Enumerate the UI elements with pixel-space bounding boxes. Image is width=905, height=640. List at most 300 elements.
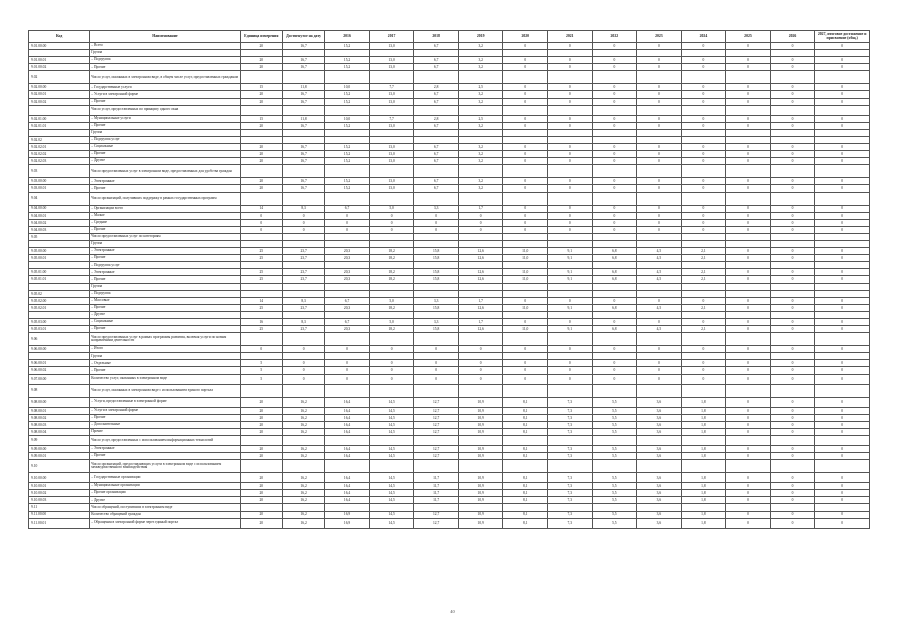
table-cell: 10,9 [458, 407, 503, 414]
table-cell: 5,5 [592, 483, 637, 490]
row-code: 9.04 [29, 192, 90, 205]
table-cell: 0 [815, 212, 870, 219]
table-cell [681, 262, 726, 269]
table-cell: 0 [637, 98, 682, 105]
table-cell: 3,6 [637, 473, 682, 483]
table-row [29, 290, 870, 297]
table-cell: 4,5 [637, 276, 682, 283]
table-cell: 3,6 [637, 414, 682, 421]
row-name: – Электронные [90, 248, 240, 255]
table-cell: 0 [815, 483, 870, 490]
row-name: Группа [90, 353, 240, 360]
table-cell: 16,2 [282, 414, 324, 421]
table-cell: 16,7 [282, 64, 324, 71]
row-code: 9.01.00.01 [29, 57, 90, 64]
table-cell [637, 504, 682, 511]
table-cell [726, 353, 771, 360]
table-cell: 0 [726, 122, 771, 129]
table-cell [770, 311, 815, 318]
table-cell [681, 129, 726, 136]
table-cell [548, 311, 593, 318]
table-cell: 15,2 [325, 98, 370, 105]
table-cell [726, 105, 771, 115]
table-cell: 6,7 [414, 57, 459, 64]
table-cell [548, 240, 593, 247]
table-cell: 0 [770, 414, 815, 421]
table-cell: 0 [815, 374, 870, 384]
table-cell: 0 [726, 84, 771, 91]
table-cell [503, 136, 548, 143]
row-code: 9.10.00.03 [29, 497, 90, 504]
table-cell: 0 [815, 360, 870, 367]
table-cell [282, 136, 324, 143]
table-cell [240, 333, 282, 346]
row-name: – Подгруппа [90, 57, 240, 64]
table-cell: 15,2 [325, 158, 370, 165]
table-cell [369, 333, 414, 346]
row-name: Число услуг, предоставленных по принципу одного окна [90, 105, 240, 115]
table-cell: 0 [815, 445, 870, 452]
table-cell: 0 [770, 483, 815, 490]
table-cell: 0 [240, 219, 282, 226]
table-cell: 14,5 [369, 483, 414, 490]
table-cell [503, 105, 548, 115]
table-cell: 8,1 [503, 490, 548, 497]
row-name: – Муниципальные организации [90, 483, 240, 490]
row-code: 9.08.00.03 [29, 421, 90, 428]
table-cell [548, 353, 593, 360]
table-cell: 0 [726, 374, 771, 384]
table-cell [637, 333, 682, 346]
table-cell: 0 [815, 346, 870, 353]
table-row [29, 43, 870, 50]
table-cell: 16,4 [325, 453, 370, 460]
table-cell: 0 [503, 212, 548, 219]
table-cell: 0 [592, 43, 637, 50]
table-cell: 15,2 [325, 91, 370, 98]
row-code: 9.04.00.02 [29, 219, 90, 226]
row-code: 9.06.00.00 [29, 346, 90, 353]
table-cell: 0 [681, 226, 726, 233]
table-cell: 0 [458, 367, 503, 374]
table-cell: 0 [726, 414, 771, 421]
table-cell [548, 136, 593, 143]
row-name: – Другие [90, 311, 240, 318]
row-name: – Прочие [90, 367, 240, 374]
table-cell: 0 [815, 428, 870, 435]
table-cell: 0 [815, 276, 870, 283]
table-row [29, 192, 870, 205]
row-code: 9.10.00.02 [29, 490, 90, 497]
table-cell: 0 [770, 98, 815, 105]
table-cell [325, 50, 370, 57]
table-cell [770, 233, 815, 240]
table-cell [592, 240, 637, 247]
table-cell: 5,5 [592, 397, 637, 407]
table-cell: 0 [369, 212, 414, 219]
table-cell [325, 435, 370, 445]
table-cell: 0 [681, 212, 726, 219]
table-cell: 0 [325, 360, 370, 367]
table-cell: 20 [240, 151, 282, 158]
table-cell: 8,3 [282, 297, 324, 304]
table-cell: 6,7 [414, 122, 459, 129]
table-cell [369, 504, 414, 511]
table-cell: 7,3 [548, 428, 593, 435]
table-cell: 14 [240, 297, 282, 304]
table-cell: 0 [770, 248, 815, 255]
table-cell: 12,7 [414, 421, 459, 428]
row-code: 9.02 [29, 71, 90, 84]
table-cell: 0 [726, 297, 771, 304]
table-cell: 12,7 [414, 453, 459, 460]
table-cell: 20 [240, 414, 282, 421]
table-cell: 0 [592, 219, 637, 226]
table-cell [414, 129, 459, 136]
row-name: Число услуг, оказанных в электронном виде, в общем числе услуг, предоставленных гражданам [90, 71, 240, 84]
table-cell: 0 [726, 360, 771, 367]
table-cell: 0 [815, 367, 870, 374]
table-row [29, 497, 870, 504]
table-cell: 0 [815, 269, 870, 276]
table-cell [369, 353, 414, 360]
row-code: 9.05.00.01 [29, 255, 90, 262]
table-cell [770, 129, 815, 136]
table-cell: 11,7 [414, 483, 459, 490]
table-cell [681, 290, 726, 297]
table-cell [815, 435, 870, 445]
table-cell: 3,6 [637, 490, 682, 497]
table-cell: 0 [592, 84, 637, 91]
table-cell: 23,7 [282, 248, 324, 255]
table-cell: 14,5 [369, 421, 414, 428]
table-cell [369, 435, 414, 445]
table-cell: 0 [770, 346, 815, 353]
table-cell [815, 233, 870, 240]
table-cell: 10,9 [458, 497, 503, 504]
table-cell [503, 384, 548, 397]
row-name: – Средние [90, 219, 240, 226]
table-cell [548, 233, 593, 240]
row-name: Число организаций, получивших поддержку в рамках государственных программ [90, 192, 240, 205]
table-cell [369, 136, 414, 143]
table-cell [414, 192, 459, 205]
table-cell: 0 [681, 98, 726, 105]
table-cell: 12,7 [414, 445, 459, 452]
table-cell: 16,4 [325, 421, 370, 428]
table-row [29, 326, 870, 333]
table-cell: 3,2 [458, 158, 503, 165]
row-name: – Государственные организации [90, 473, 240, 483]
table-row [29, 129, 870, 136]
table-cell: 0 [458, 212, 503, 219]
table-cell [681, 71, 726, 84]
table-header-row [29, 31, 870, 43]
table-cell: 0 [637, 122, 682, 129]
table-cell: 0 [503, 185, 548, 192]
table-cell: 0 [815, 397, 870, 407]
table-cell [637, 435, 682, 445]
table-cell: 2,1 [681, 304, 726, 311]
table-cell: 0 [815, 511, 870, 518]
row-code: 9.03.00.00 [29, 178, 90, 185]
table-cell: 4,5 [637, 304, 682, 311]
table-cell: 14,5 [369, 428, 414, 435]
table-cell: 10,0 [325, 84, 370, 91]
table-cell: 0 [637, 185, 682, 192]
table-row [29, 435, 870, 445]
table-cell [503, 129, 548, 136]
table-cell [325, 311, 370, 318]
row-name: – Услуги в электронной форме [90, 91, 240, 98]
row-code [29, 105, 90, 115]
table-cell: 5,5 [592, 518, 637, 528]
table-cell: 0 [240, 226, 282, 233]
table-cell [240, 384, 282, 397]
table-row [29, 283, 870, 290]
table-cell: 16,4 [325, 490, 370, 497]
table-cell: 7,3 [548, 511, 593, 518]
table-cell: 8,3 [282, 319, 324, 326]
table-cell [592, 105, 637, 115]
table-cell: 3,6 [637, 445, 682, 452]
table-cell: 0 [282, 367, 324, 374]
table-cell: 5,5 [592, 490, 637, 497]
table-cell [414, 136, 459, 143]
table-cell: 0 [770, 144, 815, 151]
table-cell: 0 [548, 144, 593, 151]
table-cell [458, 435, 503, 445]
table-cell [414, 71, 459, 84]
table-cell: 0 [681, 57, 726, 64]
table-cell: 0 [770, 445, 815, 452]
table-cell: 25 [240, 269, 282, 276]
table-cell: 15,8 [414, 304, 459, 311]
table-cell: 9,1 [548, 326, 593, 333]
column-header: 2027, итоговое достижение и присвоение (общ.) [815, 31, 870, 43]
table-cell: 2,8 [414, 84, 459, 91]
table-cell [726, 435, 771, 445]
table-cell: 13,0 [369, 43, 414, 50]
table-cell: 0 [503, 319, 548, 326]
table-cell [369, 165, 414, 178]
table-cell [458, 136, 503, 143]
table-row [29, 226, 870, 233]
table-cell [681, 233, 726, 240]
table-cell [637, 233, 682, 240]
table-cell: 0 [548, 367, 593, 374]
table-cell [548, 262, 593, 269]
table-cell [815, 283, 870, 290]
row-name: – Отдельные [90, 360, 240, 367]
table-cell [325, 353, 370, 360]
table-cell [458, 290, 503, 297]
row-code: 9.09.00.00 [29, 445, 90, 452]
table-cell [770, 290, 815, 297]
table-cell [325, 262, 370, 269]
table-cell: 25 [240, 276, 282, 283]
table-cell: 0 [770, 473, 815, 483]
table-cell: 16,7 [282, 144, 324, 151]
table-cell [726, 240, 771, 247]
table-cell: 1,8 [681, 490, 726, 497]
table-row [29, 445, 870, 452]
table-cell [240, 129, 282, 136]
table-cell [592, 460, 637, 473]
row-code: 9.05.00.00 [29, 248, 90, 255]
table-cell: 6,7 [414, 64, 459, 71]
row-name: – Подгруппа [90, 290, 240, 297]
table-cell [681, 504, 726, 511]
table-cell: 3,6 [637, 518, 682, 528]
table-cell: 12,6 [458, 276, 503, 283]
table-cell [369, 192, 414, 205]
row-name: – Прочие [90, 98, 240, 105]
table-row [29, 346, 870, 353]
table-cell: 6,7 [414, 151, 459, 158]
table-cell: 0 [414, 212, 459, 219]
table-cell: 20 [240, 144, 282, 151]
table-cell: 16,2 [282, 445, 324, 452]
table-cell [458, 233, 503, 240]
table-cell: 0 [726, 91, 771, 98]
table-cell: 0 [282, 226, 324, 233]
row-name: Число услуг, предоставленных с использованием информационных технологий [90, 435, 240, 445]
table-cell [548, 333, 593, 346]
table-cell [282, 233, 324, 240]
table-cell: 0 [592, 151, 637, 158]
table-cell: 0 [726, 219, 771, 226]
table-cell: 20 [240, 445, 282, 452]
table-cell: 16,7 [282, 43, 324, 50]
table-cell [770, 262, 815, 269]
table-cell: 8,1 [503, 421, 548, 428]
table-cell: 10,9 [458, 428, 503, 435]
table-cell: 12,7 [414, 511, 459, 518]
table-row [29, 460, 870, 473]
table-cell [414, 165, 459, 178]
table-cell: 0 [770, 255, 815, 262]
table-cell: 0 [726, 421, 771, 428]
column-header: 2023 [637, 31, 682, 43]
table-cell: 15 [240, 84, 282, 91]
table-row [29, 490, 870, 497]
table-cell [770, 105, 815, 115]
table-cell: 10,9 [458, 511, 503, 518]
row-name: Число предоставленных услуг по категориям [90, 233, 240, 240]
table-cell: 20 [240, 453, 282, 460]
row-name: – Электронные [90, 178, 240, 185]
table-cell: 0 [414, 367, 459, 374]
table-cell: 2,1 [681, 248, 726, 255]
table-cell: 16,2 [282, 497, 324, 504]
table-cell: 6,7 [414, 98, 459, 105]
table-cell: 20 [240, 421, 282, 428]
table-cell: 0 [681, 84, 726, 91]
table-cell: 0 [815, 84, 870, 91]
table-cell: 16,2 [282, 511, 324, 518]
table-cell [458, 311, 503, 318]
table-cell: 0 [503, 374, 548, 384]
table-cell [282, 384, 324, 397]
table-cell: 1,7 [458, 205, 503, 212]
table-cell: 18,2 [369, 326, 414, 333]
table-cell: 11,7 [414, 473, 459, 483]
table-cell: 15,8 [414, 255, 459, 262]
row-code: 9.08.00.04 [29, 428, 90, 435]
table-cell [726, 192, 771, 205]
table-row [29, 248, 870, 255]
table-cell: 0 [681, 151, 726, 158]
column-header: 2018 [414, 31, 459, 43]
table-cell: 0 [815, 473, 870, 483]
table-cell: 0 [548, 43, 593, 50]
table-row [29, 57, 870, 64]
table-cell [282, 165, 324, 178]
indicators-table [28, 30, 870, 529]
row-code: 9.02.02 [29, 136, 90, 143]
table-cell: 2,8 [414, 115, 459, 122]
table-cell: 3,6 [637, 511, 682, 518]
table-cell [726, 460, 771, 473]
table-cell: 0 [726, 57, 771, 64]
row-name: – Государственные услуги [90, 84, 240, 91]
table-cell: 4,5 [637, 326, 682, 333]
table-cell: 0 [770, 43, 815, 50]
table-cell [726, 50, 771, 57]
table-cell: 10,9 [458, 421, 503, 428]
table-cell: 0 [770, 407, 815, 414]
table-cell: 0 [548, 226, 593, 233]
row-name: – Муниципальные услуги [90, 115, 240, 122]
table-cell: 5,0 [369, 205, 414, 212]
table-cell: 0 [770, 84, 815, 91]
table-cell: 0 [548, 84, 593, 91]
table-cell: 14,5 [369, 473, 414, 483]
row-code: 9.09.00.01 [29, 453, 90, 460]
table-cell: 8,3 [282, 205, 324, 212]
row-name: – Прочие организации [90, 490, 240, 497]
row-code [29, 262, 90, 269]
table-row [29, 219, 870, 226]
table-cell: 11,7 [414, 497, 459, 504]
table-cell: 5,5 [592, 453, 637, 460]
table-cell: 0 [240, 346, 282, 353]
row-name: – Электронные [90, 269, 240, 276]
table-cell: 1,8 [681, 511, 726, 518]
table-cell [282, 105, 324, 115]
table-cell [240, 504, 282, 511]
table-cell: 0 [815, 319, 870, 326]
row-name: – Прочие [90, 255, 240, 262]
table-row [29, 374, 870, 384]
table-cell [770, 435, 815, 445]
table-cell: 5 [240, 374, 282, 384]
table-row [29, 262, 870, 269]
table-cell: 16,2 [282, 407, 324, 414]
table-cell [369, 290, 414, 297]
table-cell: 0 [681, 319, 726, 326]
table-cell: 18,2 [369, 269, 414, 276]
table-cell [325, 105, 370, 115]
table-cell: 11,0 [503, 304, 548, 311]
table-cell: 6,7 [325, 205, 370, 212]
table-cell: 0 [548, 297, 593, 304]
table-cell: 0 [592, 367, 637, 374]
table-cell [458, 333, 503, 346]
table-row [29, 473, 870, 483]
table-cell [503, 50, 548, 57]
